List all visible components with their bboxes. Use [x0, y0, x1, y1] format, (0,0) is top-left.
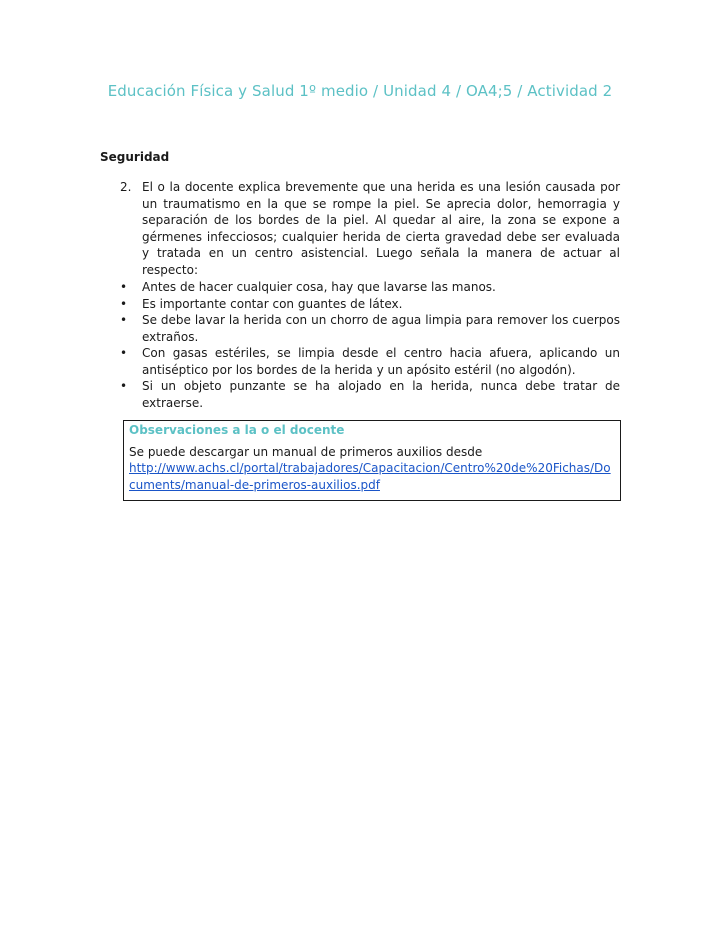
bullet-icon: • [120, 313, 128, 327]
list-item-text: Si un objeto punzante se ha alojado en la herida, nunca debe tratar de extraerse. [142, 379, 620, 410]
list-item [120, 279, 620, 296]
numbered-paragraph [120, 179, 620, 278]
observations-text: Se puede descargar un manual de primeros auxilios desde [129, 444, 483, 459]
list-item [120, 378, 620, 411]
bullet-list [120, 279, 620, 411]
observations-title: Observaciones a la o el docente [129, 423, 345, 437]
list-item-text: Con gasas estériles, se limpia desde el centro hacia afuera, aplicando un antiséptico por los bordes de la herida y un apósito estéril (no algodón). [142, 346, 620, 377]
bullet-icon: • [120, 280, 128, 294]
section-heading: Seguridad [100, 150, 170, 164]
page-title: Educación Física y Salud 1º medio / Unidad 4 / OA4;5 / Actividad 2 [107, 82, 613, 100]
paragraph-text: El o la docente explica brevemente que una herida es una lesión causada por un traumatismo en la que se rompe la piel. Se aprecia dolor, hemorragia y separación de los bordes de la piel. Al quedar al aire, la zona se expone a gérmenes infecciosos; cualquier herida de cierta gravedad debe ser evaluada y tratada en un centro asistencial. Luego señala la manera de actuar al respecto: [142, 180, 620, 277]
list-item-text: Es importante contar con guantes de látex. [142, 296, 403, 311]
manual-download-link[interactable]: http://www.achs.cl/portal/trabajadores/Capacitacion/Centro%20de%20Fichas/Documents/manual-de-primeros-auxilios.pdf [129, 461, 611, 492]
list-item-text: Antes de hacer cualquier cosa, hay que lavarse las manos. [142, 280, 496, 294]
bullet-icon: • [120, 379, 128, 393]
list-item [120, 312, 620, 345]
bullet-icon: • [120, 346, 128, 360]
bullet-icon: • [120, 296, 128, 311]
list-item [120, 296, 620, 313]
list-item [120, 345, 620, 378]
observations-box [123, 420, 621, 501]
item-number: 2. [120, 180, 132, 194]
list-item-text: Se debe lavar la herida con un chorro de agua limpia para remover los cuerpos extraños. [142, 313, 620, 344]
